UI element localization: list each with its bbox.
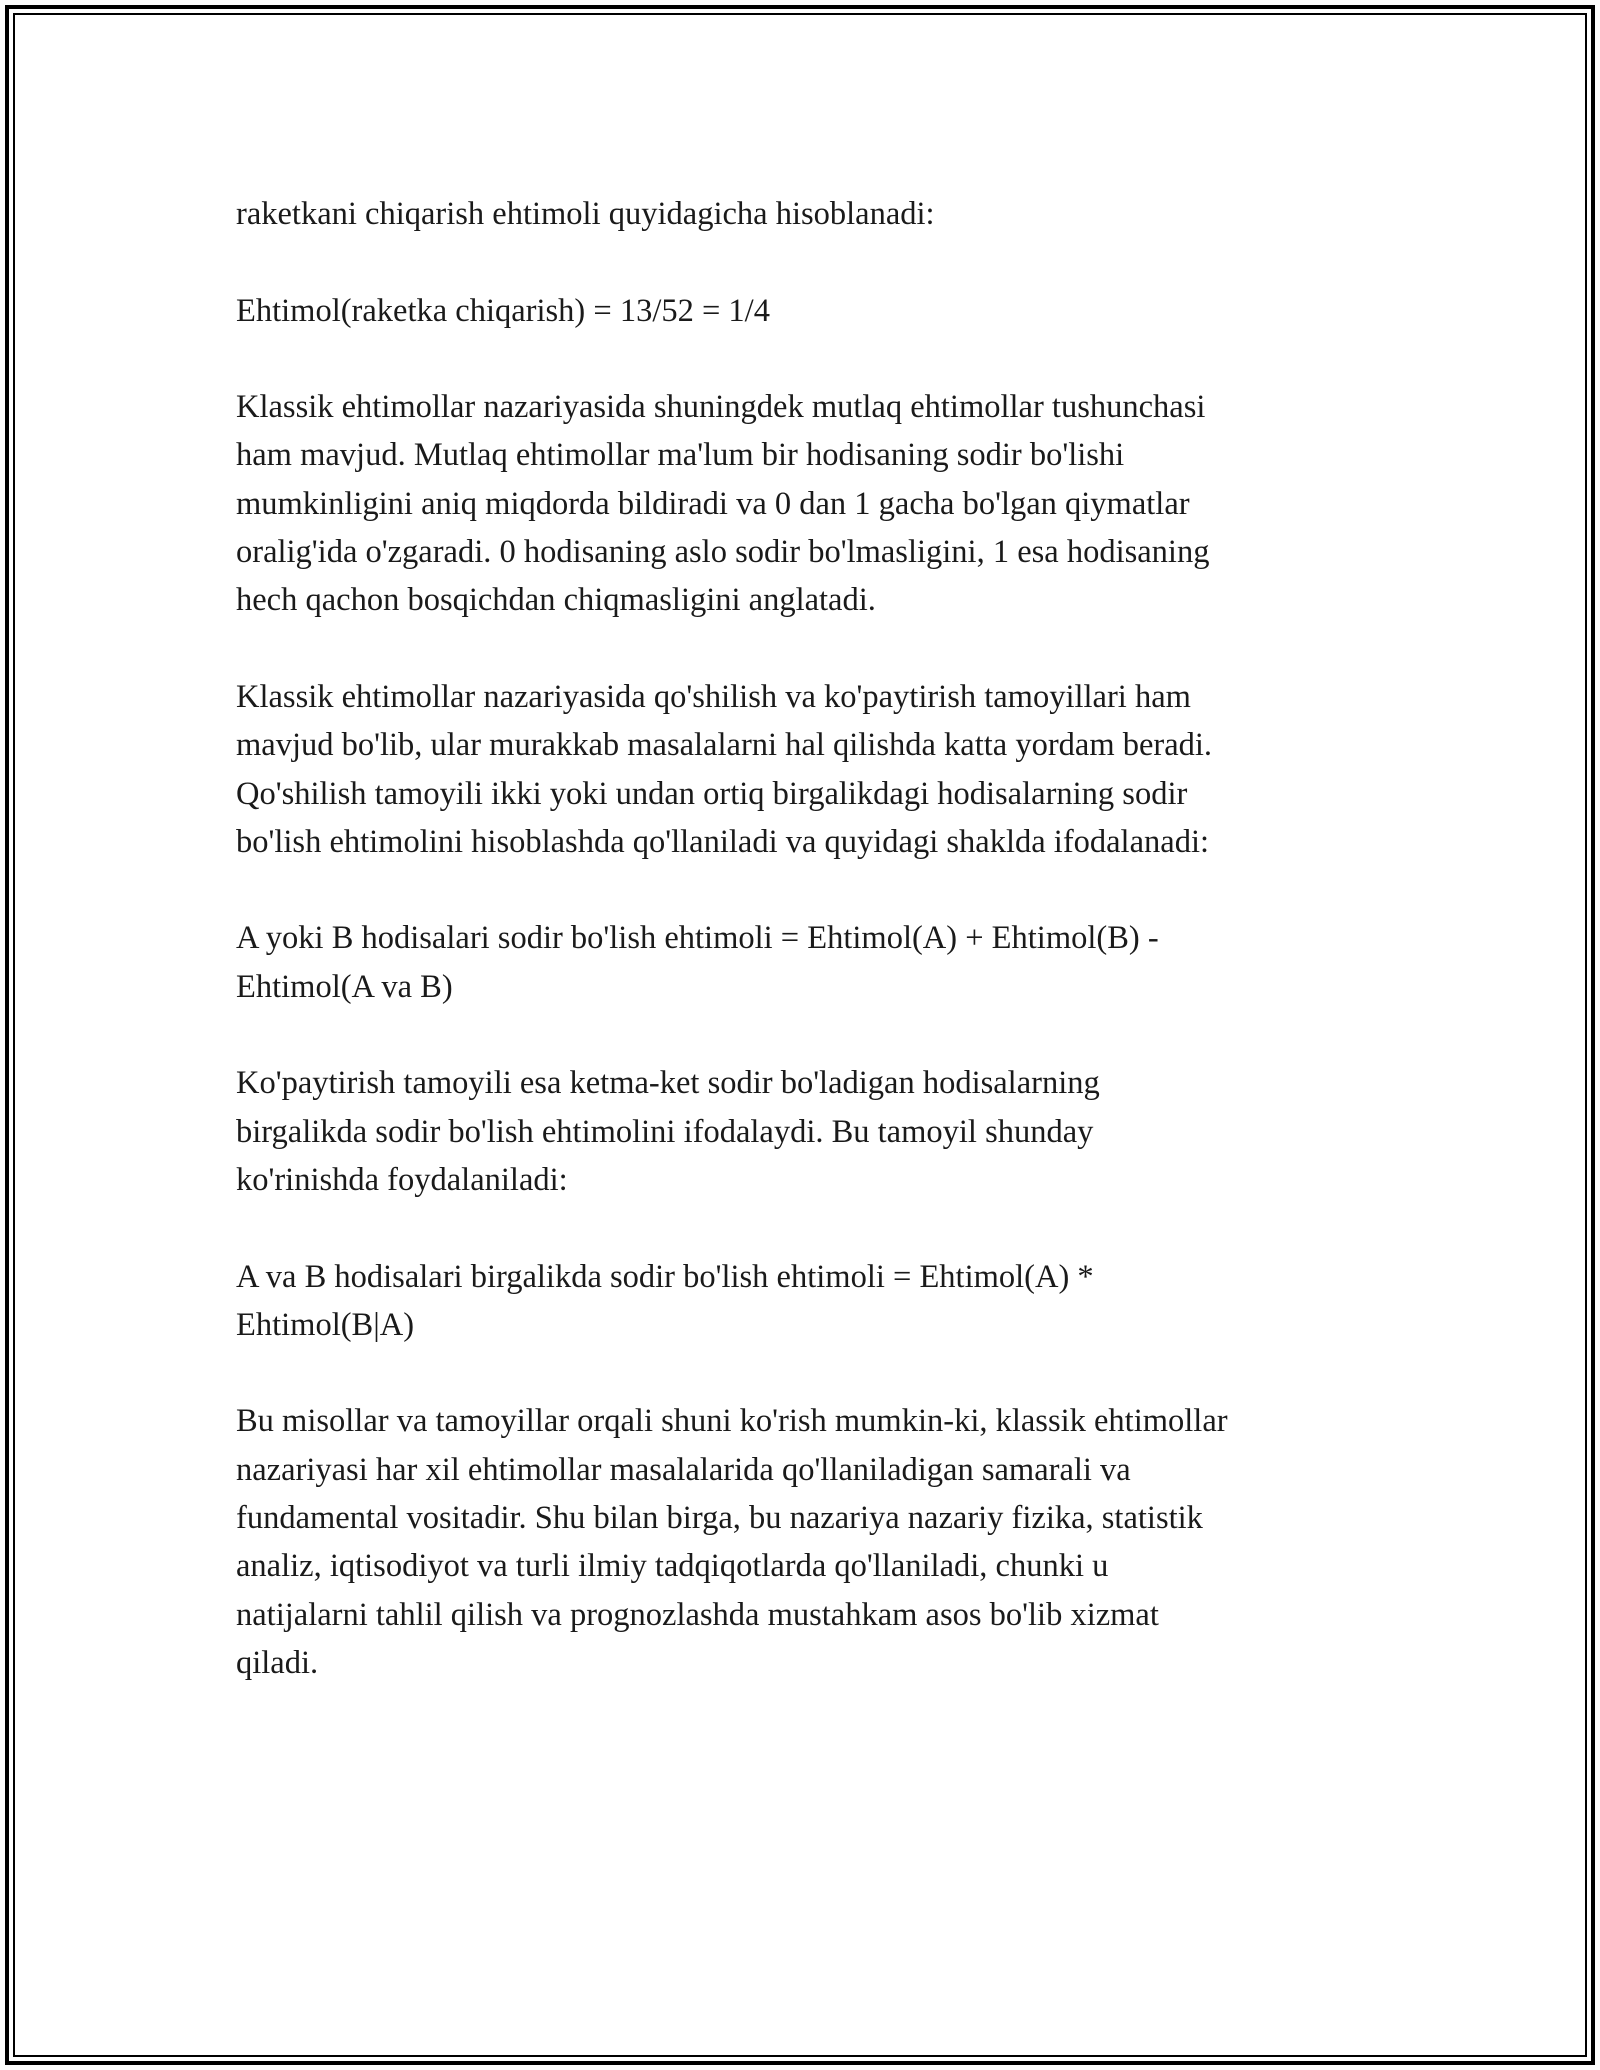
text-line: natijalarni tahlil qilish va prognozlashda mustahkam asos bo'lib xizmat bbox=[236, 1596, 1159, 1633]
text-line: ko'rinishda foydalaniladi: bbox=[236, 1161, 568, 1198]
text-line: Klassik ehtimollar nazariyasida qo'shilish va ko'paytirish tamoyillari ham bbox=[236, 678, 1191, 715]
text-line: A va B hodisalari birgalikda sodir bo'lish ehtimoli = Ehtimol(A) * bbox=[236, 1258, 1094, 1295]
text-line: analiz, iqtisodiyot va turli ilmiy tadqiqotlarda qo'llaniladi, chunki u bbox=[236, 1548, 1109, 1585]
text-line: bo'lish ehtimolini hisoblashda qo'llaniladi va quyidagi shaklda ifodalanadi: bbox=[236, 823, 1210, 860]
text-line: Ehtimol(A va B) bbox=[236, 968, 453, 1005]
text-line: nazariyasi har xil ehtimollar masalalarida qo'llaniladigan samarali va bbox=[236, 1451, 1131, 1488]
text-line: raketkani chiqarish ehtimoli quyidagicha hisoblanadi: bbox=[236, 196, 935, 232]
text-line: oralig'ida o'zgaradi. 0 hodisaning aslo sodir bo'lmasligini, 1 esa hodisaning bbox=[236, 534, 1210, 571]
text-line: Klassik ehtimollar nazariyasida shuningdek mutlaq ehtimollar tushunchasi bbox=[236, 389, 1206, 426]
text-line: Bu misollar va tamoyillar orqali shuni ko'rish mumkin-ki, klassik ehtimollar bbox=[236, 1403, 1228, 1440]
text-line: mumkinligini aniq miqdorda bildiradi va 0 dan 1 gacha bo'lgan qiymatlar bbox=[236, 485, 1190, 522]
text-line: qiladi. bbox=[236, 1644, 319, 1681]
text-line: fundamental vositadir. Shu bilan birga, bu nazariya nazariy fizika, statistik bbox=[236, 1500, 1203, 1537]
text-line: ham mavjud. Mutlaq ehtimollar ma'lum bir hodisaning sodir bo'lishi bbox=[236, 437, 1125, 474]
text-line: hech qachon bosqichdan chiqmasligini anglatadi. bbox=[236, 582, 876, 619]
paragraph bbox=[236, 383, 1366, 624]
paragraph bbox=[236, 914, 1366, 1011]
text-line: Ehtimol(raketka chiqarish) = 13/52 = 1/4 bbox=[236, 292, 770, 329]
paragraph bbox=[236, 287, 1366, 335]
text-line: Ehtimol(B|A) bbox=[236, 1306, 415, 1343]
paragraph bbox=[236, 1397, 1366, 1687]
text-line: Ko'paytirish tamoyili esa ketma-ket sodir bo'ladigan hodisalarning bbox=[236, 1065, 1100, 1102]
document-body bbox=[236, 190, 1366, 1687]
text-line: birgalikda sodir bo'lish ehtimolini ifodalaydi. Bu tamoyil shunday bbox=[236, 1113, 1094, 1150]
paragraph bbox=[236, 673, 1366, 866]
paragraph bbox=[236, 1059, 1366, 1204]
text-line: A yoki B hodisalari sodir bo'lish ehtimoli = Ehtimol(A) + Ehtimol(B) - bbox=[236, 920, 1159, 957]
text-line: Qo'shilish tamoyili ikki yoki undan ortiq birgalikdagi hodisalarning sodir bbox=[236, 775, 1188, 812]
paragraph bbox=[236, 190, 1366, 238]
text-line: mavjud bo'lib, ular murakkab masalalarni hal qilishda katta yordam beradi. bbox=[236, 727, 1213, 764]
paragraph bbox=[236, 1253, 1366, 1350]
